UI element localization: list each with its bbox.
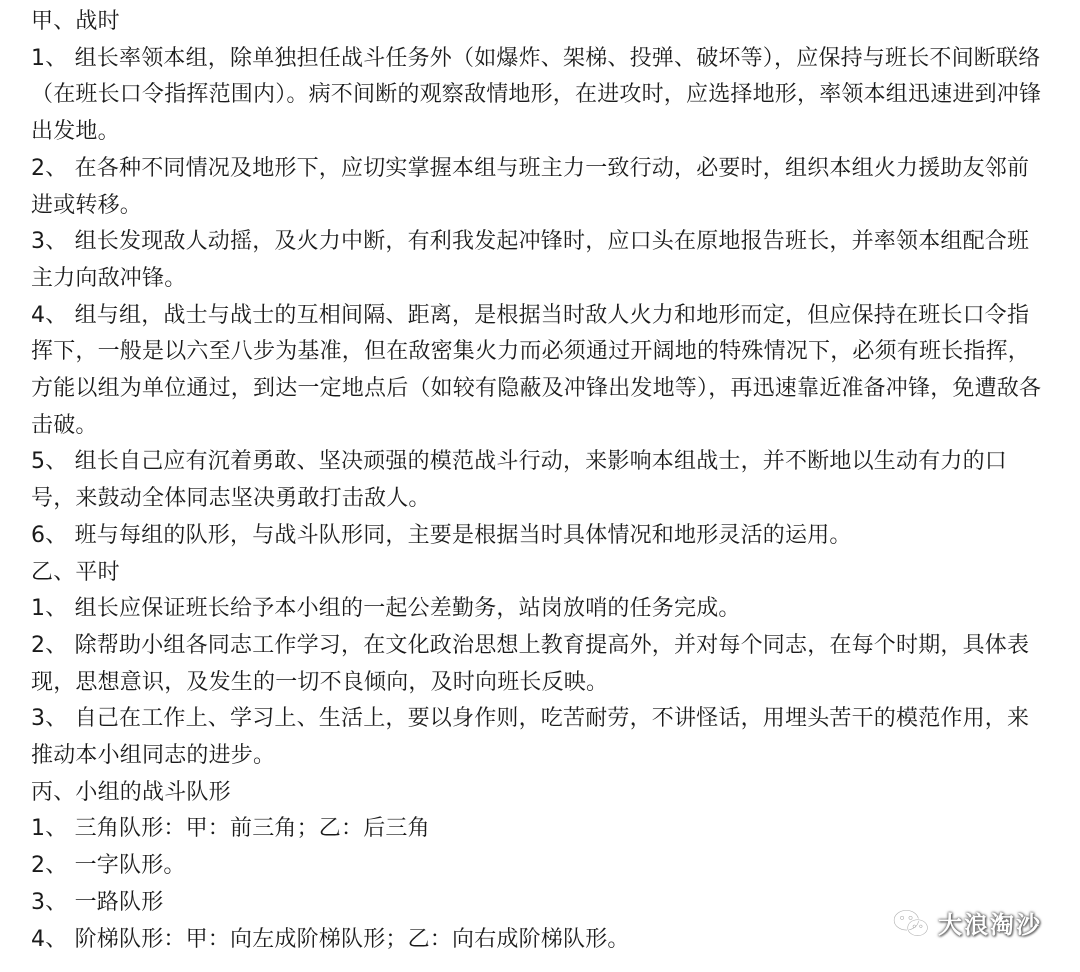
- paragraph: 6、 班与每组的队形，与战斗队形同，主要是根据当时具体情况和地形灵活的运用。: [31, 522, 852, 548]
- paragraph: 3、 组长发现敌人动摇，及火力中断，有利我发起冲锋时，应口头在原地报告班长，并率领本组配合班主力向敌冲锋。: [31, 229, 1030, 291]
- list-item: 3、 一路队形: [31, 889, 164, 915]
- section-heading-peacetime: 乙、平时: [31, 559, 120, 585]
- list-item: 2、 一字队形。: [31, 853, 186, 879]
- paragraph: 1、 组长率领本组，除单独担任战斗任务外（如爆炸、架梯、投弹、破坏等），应保持与班长不间断联络（在班长口令指挥范围内）。病不间断的观察敌情地形，在进攻时，应选择地形，率领本组迅速进到冲锋出发地。: [31, 45, 1042, 145]
- section-heading-wartime: 甲、战时: [31, 9, 120, 34]
- list-item: 4、 阶梯队形：甲：向左成阶梯队形；乙：向右成阶梯队形。: [31, 926, 630, 952]
- paragraph: 5、 组长自己应有沉着勇敢、坚决顽强的模范战斗行动，来影响本组战士，并不断地以生动有力的口号，来鼓动全体同志坚决勇敢打击敌人。: [31, 449, 1007, 512]
- paragraph: 1、 组长应保证班长给予本小组的一起公差勤务，站岗放哨的任务完成。: [31, 596, 741, 622]
- section-heading-formation: 丙、小组的战斗队形: [31, 779, 231, 805]
- list-item: 1、 三角队形：甲：前三角；乙：后三角: [31, 816, 430, 842]
- paragraph: 3、 自己在工作上、学习上、生活上，要以身作则，吃苦耐劳，不讲怪话，用埋头苦干的模范作用，来推动本小组同志的进步。: [31, 706, 1030, 769]
- watermark-text: 大浪淘沙: [938, 911, 1042, 939]
- paragraph: 4、 组与组，战士与战士的互相间隔、距离，是根据当时敌人火力和地形而定，但应保持在班长口令指挥下，一般是以六至八步为基准，但在敌密集火力而必须通过开阔地的特殊情况下，必须有班长指挥，方能以组为单位通过，到达一定地点后（如较有隐蔽及冲锋出发地等），再迅速靠近准备冲锋，免遭敌各击破。: [31, 302, 1042, 438]
- paragraph: 2、 除帮助小组各同志工作学习，在文化政治思想上教育提高外，并对每个同志，在每个时期，具体表现，思想意识，及发生的一切不良倾向，及时向班长反映。: [31, 632, 1030, 695]
- wechat-icon: [892, 908, 930, 938]
- watermark: [892, 905, 1042, 940]
- document-body: [31, 4, 1046, 958]
- paragraph: 2、 在各种不同情况及地形下，应切实掌握本组与班主力一致行动，必要时，组织本组火力援助友邻前进或转移。: [31, 155, 1030, 218]
